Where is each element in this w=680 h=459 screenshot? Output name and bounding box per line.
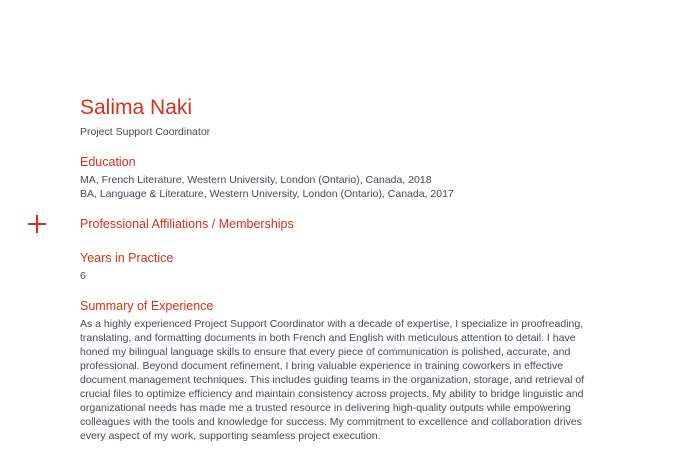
profile-name: Salima Naki (80, 96, 193, 119)
education-heading: Education (80, 155, 136, 169)
years-value: 6 (80, 270, 86, 282)
profile-title: Project Support Coordinator (80, 126, 211, 138)
education-item: BA, Language & Literature, Western University, London (Ontario), Canada, 2017 (80, 188, 454, 200)
affiliations-heading: Professional Affiliations / Memberships (80, 217, 294, 231)
summary-heading: Summary of Experience (80, 299, 214, 313)
education-item: MA, French Literature, Western University, London (Ontario), Canada, 2018 (80, 174, 432, 186)
years-heading: Years in Practice (80, 251, 174, 265)
plus-icon[interactable] (28, 215, 46, 233)
summary-text: As a highly experienced Project Support Coordinator with a decade of expertise, I specialize in proofreading, translating, and formatting documents in both French and English with meticulous attention to detail. I have honed my bilingual language skills to ensure that every piece of communication is polished, accurate, and professional. Beyond document refinement, I bring valuable experience in training coworkers in effective document management techniques. This includes guiding teams in the organization, storage, and retrieval of crucial files to optimize efficiency and maintain consistency across projects. My ability to bridge linguistic and organizational needs has made me a trusted resource in delivering high-quality outputs while empowering colleagues with the tools and knowledge for success. My commitment to excellence and collaboration drives every aspect of my work, supporting seamless project execution. (80, 318, 585, 442)
